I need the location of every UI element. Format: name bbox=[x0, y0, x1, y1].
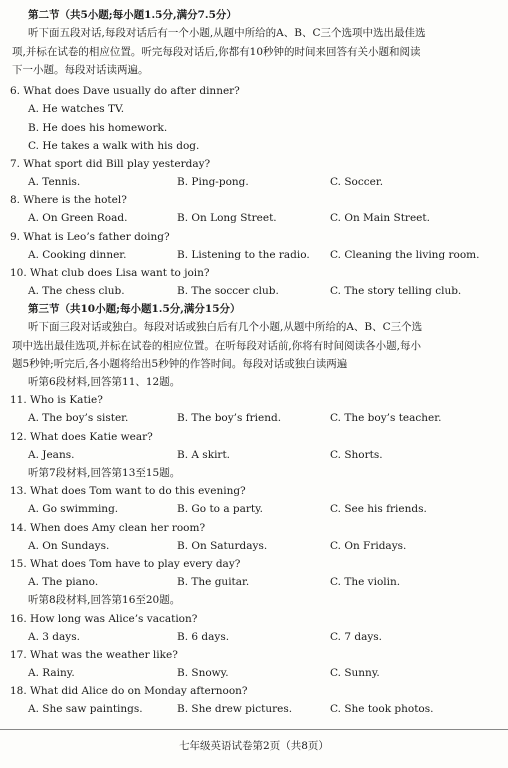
question-8-option-c: C. On Main Street. bbox=[330, 212, 430, 224]
question-16-option-c: C. 7 days. bbox=[330, 631, 382, 643]
question-6-option-c: C. He takes a walk with his dog. bbox=[28, 140, 200, 152]
question-18-stem: 18. What did Alice do on Monday afternoon? bbox=[10, 685, 248, 697]
question-17-option-a: A. Rainy. bbox=[28, 667, 75, 679]
question-7-option-a: A. Tennis. bbox=[28, 176, 81, 188]
question-9-stem: 9. What is Leo’s father doing? bbox=[10, 231, 170, 243]
question-15-option-c: C. The violin. bbox=[330, 576, 401, 588]
material-6-note: 听第6段材料,回答第11、12题。 bbox=[28, 376, 181, 388]
question-13-option-c: C. See his friends. bbox=[330, 503, 427, 515]
question-8-stem: 8. Where is the hotel? bbox=[10, 194, 127, 206]
question-14-option-a: A. On Sundays. bbox=[28, 540, 110, 552]
question-17-option-c: C. Sunny. bbox=[330, 667, 380, 679]
question-13-stem: 13. What does Tom want to do this evening? bbox=[10, 485, 246, 497]
question-10-option-a: A. The chess club. bbox=[28, 285, 125, 297]
question-10-option-b: B. The soccer club. bbox=[177, 285, 279, 297]
page-footer: 七年级英语试卷第2页（共8页） bbox=[179, 740, 329, 752]
question-15-option-a: A. The piano. bbox=[28, 576, 99, 588]
material-7-note: 听第7段材料,回答第13至15题。 bbox=[28, 467, 181, 479]
question-12-option-c: C. Shorts. bbox=[330, 449, 383, 461]
question-6-option-b: B. He does his homework. bbox=[28, 122, 168, 134]
question-6-stem: 6. What does Dave usually do after dinner? bbox=[10, 85, 240, 97]
section2-instruction-line-1: 听下面五段对话,每段对话后有一个小题,从题中所给的A、B、C三个选项中选出最佳选 bbox=[28, 27, 426, 39]
question-12-option-b: B. A skirt. bbox=[177, 449, 230, 461]
question-9-option-a: A. Cooking dinner. bbox=[28, 249, 127, 261]
footer-divider bbox=[0, 729, 508, 730]
question-16-option-b: B. 6 days. bbox=[177, 631, 230, 643]
question-12-option-a: A. Jeans. bbox=[28, 449, 75, 461]
question-13-option-a: A. Go swimming. bbox=[28, 503, 119, 515]
question-7-option-b: B. Ping-pong. bbox=[177, 176, 249, 188]
section3-instruction-line-1: 听下面三段对话或独白。每段对话或独白后有几个小题,从题中所给的A、B、C三个选 bbox=[28, 321, 423, 333]
section3-instruction-line-2: 项中选出最佳选项,并标在试卷的相应位置。在听每段对话前,你将有时间阅读各小题,每小 bbox=[12, 340, 422, 352]
question-11-option-a: A. The boy’s sister. bbox=[28, 412, 129, 424]
question-10-stem: 10. What club does Lisa want to join? bbox=[10, 267, 210, 279]
section2-instruction-line-2: 项,并标在试卷的相应位置。听完每段对话后,你都有10秒钟的时间来回答有关小题和阅读 bbox=[12, 46, 421, 58]
question-18-option-b: B. She drew pictures. bbox=[177, 703, 293, 715]
question-7-option-c: C. Soccer. bbox=[330, 176, 384, 188]
question-11-option-b: B. The boy’s friend. bbox=[177, 412, 282, 424]
question-14-stem: 14. When does Amy clean her room? bbox=[10, 522, 206, 534]
question-9-option-c: C. Cleaning the living room. bbox=[330, 249, 480, 261]
question-18-option-c: C. She took photos. bbox=[330, 703, 434, 715]
question-8-option-b: B. On Long Street. bbox=[177, 212, 277, 224]
question-12-stem: 12. What does Katie wear? bbox=[10, 431, 153, 443]
question-15-option-b: B. The guitar. bbox=[177, 576, 250, 588]
section2-heading: 第二节（共5小题;每小题1.5分,满分7.5分） bbox=[28, 9, 237, 21]
question-11-option-c: C. The boy’s teacher. bbox=[330, 412, 442, 424]
question-18-option-a: A. She saw paintings. bbox=[28, 703, 143, 715]
question-15-stem: 15. What does Tom have to play every day? bbox=[10, 558, 241, 570]
material-8-note: 听第8段材料,回答第16至20题。 bbox=[28, 594, 181, 606]
question-16-option-a: A. 3 days. bbox=[28, 631, 80, 643]
question-13-option-b: B. Go to a party. bbox=[177, 503, 264, 515]
question-14-option-c: C. On Fridays. bbox=[330, 540, 407, 552]
question-17-stem: 17. What was the weather like? bbox=[10, 649, 178, 661]
section3-heading: 第三节（共10小题;每小题1.5分,满分15分） bbox=[28, 303, 241, 315]
question-9-option-b: B. Listening to the radio. bbox=[177, 249, 310, 261]
question-16-stem: 16. How long was Alice’s vacation? bbox=[10, 613, 198, 625]
question-10-option-c: C. The story telling club. bbox=[330, 285, 462, 297]
question-7-stem: 7. What sport did Bill play yesterday? bbox=[10, 158, 211, 170]
question-14-option-b: B. On Saturdays. bbox=[177, 540, 268, 552]
section3-instruction-line-3: 题5秒钟;听完后,各小题将给出5秒钟的作答时间。每段对话或独白读两遍 bbox=[12, 358, 348, 370]
section2-instruction-line-3: 下一小题。每段对话读两遍。 bbox=[12, 64, 149, 76]
question-11-stem: 11. Who is Katie? bbox=[10, 394, 103, 406]
question-6-option-a: A. He watches TV. bbox=[28, 103, 125, 115]
question-17-option-b: B. Snowy. bbox=[177, 667, 229, 679]
question-8-option-a: A. On Green Road. bbox=[28, 212, 128, 224]
